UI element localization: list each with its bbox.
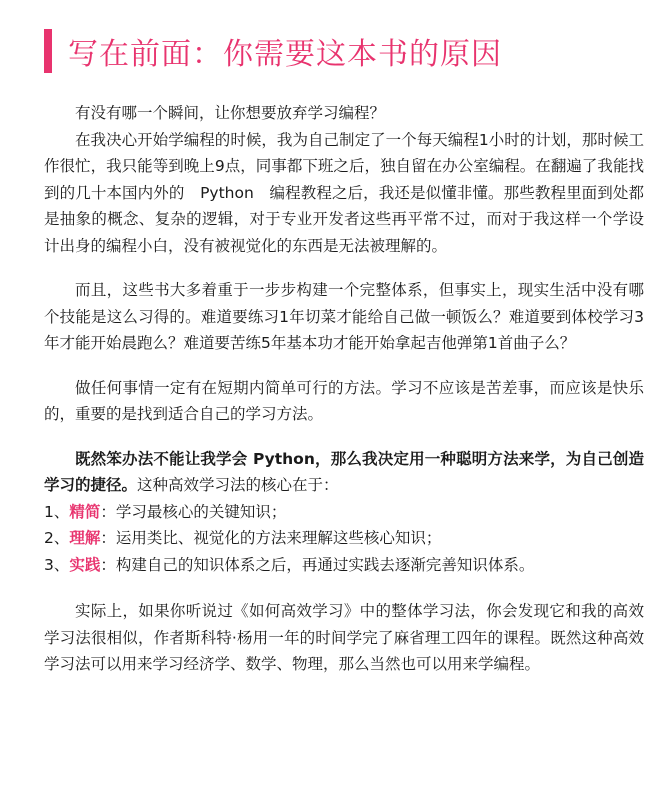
paragraph-conclusion: 实际上，如果你听说过《如何高效学习》中的整体学习法，你会发现它和我的高效学习法很相似，作者斯科特·杨用一年的时间学完了麻省理工四年的课程。既然这种高效学习法可以用来学习经济学、数学、物理，那么当然也可以用来学编程。 bbox=[44, 602, 644, 673]
list-item bbox=[44, 499, 644, 526]
list-item-keyword: 理解 bbox=[69, 529, 101, 547]
list-item-text: ：运用类比、视觉化的方法来理解这些核心知识； bbox=[100, 529, 442, 547]
paragraph-story: 在我决心开始学编程的时候，我为自己制定了一个每天编程1小时的计划，那时候工作很忙，我只能等到晚上9点，同事都下班之后，独自留在办公室编程。在翻遍了我能找到的几十本国内外的 Python 编程教程之后，我还是似懂非懂。那些教程里面到处都是抽象的概念、复杂的逻辑，对于专业开发者这些再平常不过，而对于我这样一个学设计出身的编程小白，没有被视觉化的东西是无法被理解的。 bbox=[44, 130, 644, 255]
decision-rest-text: 这种高效学习法的核心在于： bbox=[137, 476, 339, 494]
title-accent-bar bbox=[44, 29, 52, 73]
decision-bold-text: 既然笨办法不能让我学会 Python，那么我决定用一种聪明方法来学，为自己创造学习的捷径。 bbox=[44, 449, 644, 494]
paragraph-books: 而且，这些书大多着重于一步步构建一个完整体系，但事实上，现实生活中没有哪个技能是这么习得的。难道要练习1年切菜才能给自己做一顿饭么？难道要到体校学习3年才能开始晨跑么？难道要苦练5年基本功才能开始拿起吉他弹第1首曲子么？ bbox=[44, 281, 644, 352]
article-body bbox=[44, 100, 644, 678]
list-item bbox=[44, 525, 644, 552]
paragraph-method: 做任何事情一定有在短期内简单可行的方法。学习不应该是苦差事，而应该是快乐的，重要的是找到适合自己的学习方法。 bbox=[44, 378, 644, 423]
list-item-text: ：学习最核心的关键知识； bbox=[100, 502, 287, 521]
paragraph-question: 有没有哪一个瞬间，让你想要放弃学习编程？ bbox=[75, 104, 386, 122]
list-item-keyword: 精简 bbox=[69, 502, 101, 521]
page-header bbox=[44, 28, 502, 74]
list-item bbox=[44, 552, 644, 579]
page-title: 写在前面：你需要这本书的原因 bbox=[68, 37, 502, 72]
paragraph-decision bbox=[44, 446, 644, 499]
list-item-text: ：构建自己的知识体系之后，再通过实践去逐渐完善知识体系。 bbox=[100, 555, 535, 574]
list-item-number: 2、 bbox=[44, 529, 70, 547]
list-item-number: 1、 bbox=[44, 502, 70, 521]
list-item-keyword: 实践 bbox=[69, 555, 101, 574]
list-item-number: 3、 bbox=[44, 555, 70, 574]
